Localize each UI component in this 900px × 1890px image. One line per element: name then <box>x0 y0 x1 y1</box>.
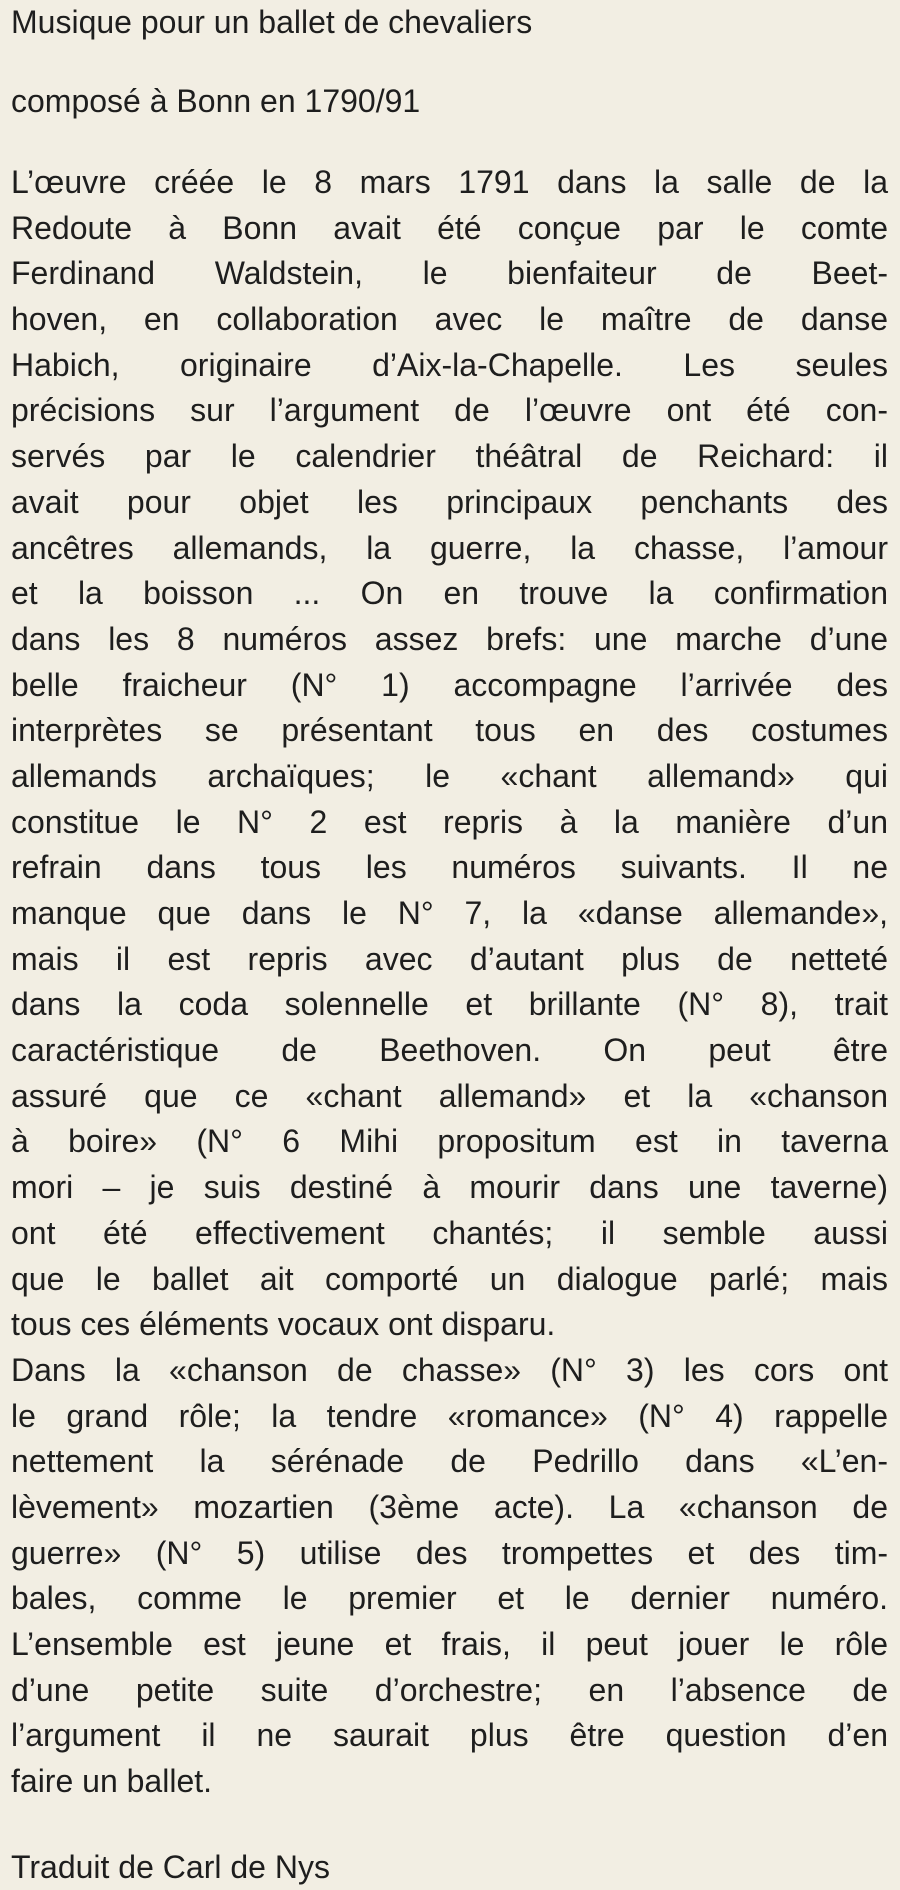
text-line: mori – je suis destiné à mourir dans une taverne) <box>11 1169 888 1206</box>
title-line-1: Musique pour un ballet de chevaliers <box>11 4 533 40</box>
text-line: dans la coda solennelle et brillante (N° 8), trait <box>11 986 888 1023</box>
text-line: l’argument il ne saurait plus être question d’en <box>11 1717 888 1754</box>
text-line: caractéristique de Beethoven. On peut être <box>11 1032 888 1069</box>
text-line: à boire» (N° 6 Mihi propositum est in taverna <box>11 1123 888 1160</box>
text-line: et la boisson ... On en trouve la confirmation <box>11 575 888 612</box>
text-line: dans les 8 numéros assez brefs: une marche d’une <box>11 620 888 657</box>
text-line: Dans la «chanson de chasse» (N° 3) les cors ont <box>11 1351 888 1388</box>
text-line: bales, comme le premier et le dernier numéro. <box>11 1580 888 1617</box>
text-line: assuré que ce «chant allemand» et la «chanson <box>11 1077 888 1114</box>
text-line: Habich, originaire d’Aix-la-Chapelle. Les seules <box>11 346 888 383</box>
text-line: précisions sur l’argument de l’œuvre ont été con- <box>11 392 888 429</box>
text-line: mais il est repris avec d’autant plus de netteté <box>11 940 888 977</box>
text-line: interprètes se présentant tous en des costumes <box>11 712 888 749</box>
paragraph-1 <box>11 160 888 1348</box>
text-line: hoven, en collaboration avec le maître de danse <box>11 301 888 338</box>
text-line: L’ensemble est jeune et frais, il peut jouer le rôle <box>11 1626 888 1662</box>
paragraph-2 <box>11 1348 888 1805</box>
text-line: tous ces éléments vocaux ont disparu. <box>11 1306 556 1343</box>
text-line: ancêtres allemands, la guerre, la chasse, l’amour <box>11 529 888 566</box>
text-line: d’une petite suite d’orchestre; en l’absence de <box>11 1671 888 1708</box>
text-line: belle fraicheur (N° 1) accompagne l’arrivée des <box>11 666 888 703</box>
text-line: le grand rôle; la tendre «romance» (N° 4) rappelle <box>11 1397 888 1434</box>
text-line: manque que dans le N° 7, la «danse allemande», <box>11 895 888 931</box>
text-line: nettement la sérénade de Pedrillo dans «L’en- <box>11 1443 888 1480</box>
title-line-2: composé à Bonn en 1790/91 <box>11 83 421 119</box>
text-line: Redoute à Bonn avait été conçue par le comte <box>11 209 888 246</box>
translator-credit: Traduit de Carl de Nys <box>11 1848 330 1885</box>
text-line: constitue le N° 2 est repris à la manière d’un <box>11 803 888 840</box>
text-line: lèvement» mozartien (3ème acte). La «chanson de <box>11 1488 888 1525</box>
body-text <box>11 160 888 1805</box>
text-line: servés par le calendrier théâtral de Reichard: il <box>11 438 888 475</box>
text-line: ont été effectivement chantés; il semble aussi <box>11 1214 888 1251</box>
text-line: L’œuvre créée le 8 mars 1791 dans la salle de la <box>11 164 888 200</box>
text-line: Ferdinand Waldstein, le bienfaiteur de Beet- <box>11 255 888 292</box>
text-line: que le ballet ait comporté un dialogue parlé; mais <box>11 1260 888 1297</box>
text-line: allemands archaïques; le «chant allemand» qui <box>11 757 888 794</box>
text-line: guerre» (N° 5) utilise des trompettes et des tim- <box>11 1534 888 1571</box>
text-line: avait pour objet les principaux penchants des <box>11 483 888 520</box>
text-line: faire un ballet. <box>11 1763 213 1800</box>
text-line: refrain dans tous les numéros suivants. Il ne <box>11 849 888 886</box>
